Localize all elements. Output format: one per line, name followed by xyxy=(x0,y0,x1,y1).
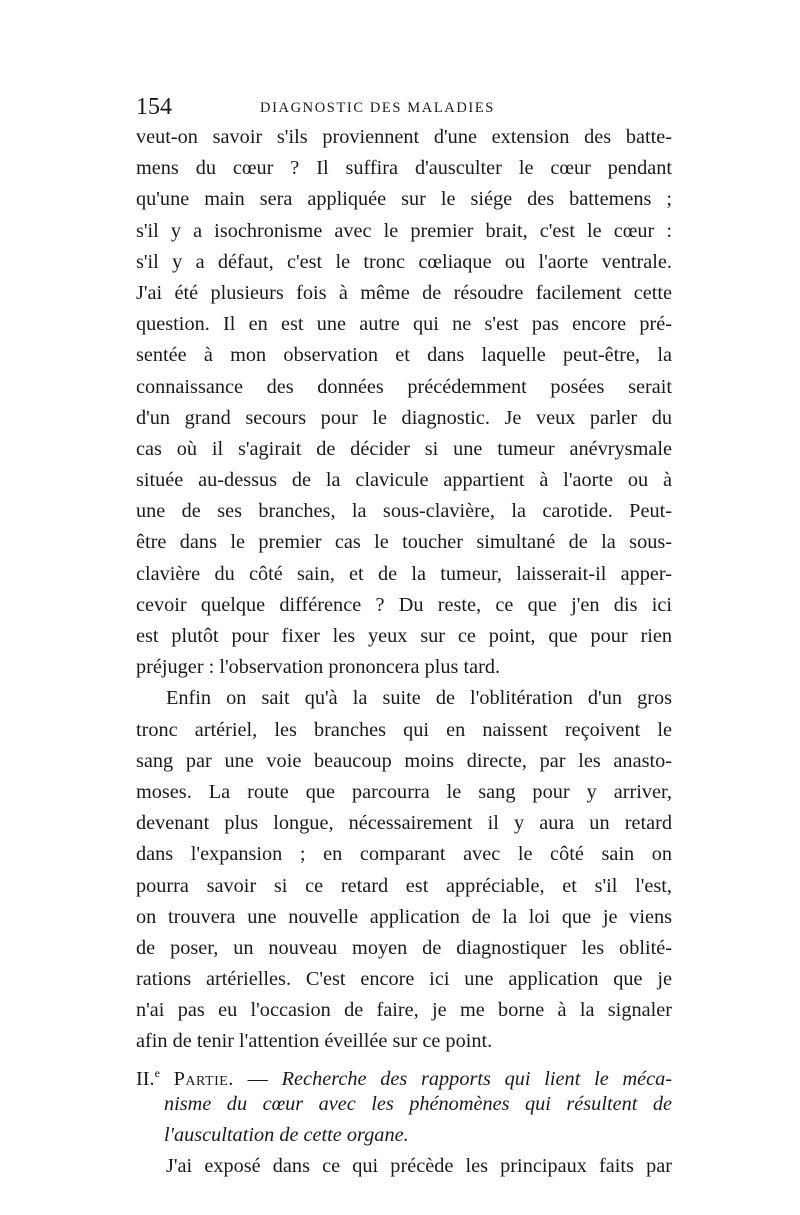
page-body xyxy=(136,122,672,1182)
text-line: cevoir quelque différence ? Du reste, ce que j'en dis ici xyxy=(136,593,672,616)
text-line: connaissance des données précédemment posées serait xyxy=(136,375,672,398)
text-line: s'il y a défaut, c'est le tronc cœliaque ou l'aorte ventrale. xyxy=(136,250,672,273)
text-line: sang par une voie beaucoup moins directe, par les anasto- xyxy=(136,749,672,772)
section-title-line: nisme du cœur avec les phénomènes qui résultent de xyxy=(164,1092,672,1115)
text-line: mens du cœur ? Il suffira d'ausculter le cœur pendant xyxy=(136,157,672,180)
final-text-line: J'ai exposé dans ce qui précède les principaux faits par xyxy=(166,1155,672,1178)
text-line: une de ses branches, la sous-clavière, la carotide. Peut- xyxy=(136,500,672,523)
section-dash: — xyxy=(247,1067,268,1090)
section-number: II. xyxy=(136,1067,155,1090)
text-line: qu'une main sera appliquée sur le siége des battemens ; xyxy=(136,188,672,211)
text-line: d'un grand secours pour le diagnostic. Je veux parler du xyxy=(136,406,672,429)
text-line: veut-on savoir s'ils proviennent d'une extension des batte- xyxy=(136,126,672,148)
text-line: J'ai été plusieurs fois à même de résoudre facilement cette xyxy=(136,281,672,304)
text-line: moses. La route que parcourra le sang pour y arriver, xyxy=(136,780,672,803)
text-line: clavière du côté sain, et de la tumeur, laisserait-il apper- xyxy=(136,562,672,585)
text-line: être dans le premier cas le toucher simultané de la sous- xyxy=(136,531,672,554)
section-superscript: e xyxy=(154,1065,160,1080)
text-line: préjuger : l'observation prononcera plus tard. xyxy=(136,656,501,679)
section-label: Partie. xyxy=(173,1067,234,1090)
text-line: dans l'expansion ; en comparant avec le côté sain on xyxy=(136,843,672,866)
section-heading-line-1 xyxy=(136,1058,672,1089)
text-line: sentée à mon observation et dans laquelle peut-être, la xyxy=(136,344,672,367)
text-line: tronc artériel, les branches qui en naissent reçoivent le xyxy=(136,718,672,741)
text-line: devenant plus longue, nécessairement il y aura un retard xyxy=(136,812,672,835)
text-line: Enfin on sait qu'à la suite de l'oblitération d'un gros xyxy=(166,687,672,710)
text-line: située au-dessus de la clavicule appartient à l'aorte ou à xyxy=(136,469,672,492)
page-number: 154 xyxy=(136,94,172,120)
text-line: afin de tenir l'attention éveillée sur ce point. xyxy=(136,1030,493,1053)
paragraph-1 xyxy=(136,122,672,683)
section-title-line: Recherche des rapports qui lient le méca- xyxy=(281,1067,672,1090)
text-line: de poser, un nouveau moyen de diagnostiquer les oblité- xyxy=(136,936,672,959)
text-line: s'il y a isochronisme avec le premier brait, c'est le cœur : xyxy=(136,219,672,242)
section-title-line: l'auscultation de cette organe. xyxy=(164,1124,409,1146)
text-line: on trouvera une nouvelle application de la loi que je viens xyxy=(136,905,672,928)
running-title: DIAGNOSTIC DES MALADIES xyxy=(260,100,495,116)
section-heading xyxy=(136,1058,672,1152)
text-line: est plutôt pour fixer les yeux sur ce point, que pour rien xyxy=(136,625,672,647)
text-line: rations artérielles. C'est encore ici une application que je xyxy=(136,968,672,991)
text-line: question. Il en est une autre qui ne s'est pas encore pré- xyxy=(136,313,672,336)
page-header xyxy=(136,92,672,122)
paragraph-2 xyxy=(136,683,672,1057)
text-line: cas où il s'agirait de décider si une tumeur anévrysmale xyxy=(136,437,672,460)
text-line: pourra savoir si ce retard est appréciable, et s'il l'est, xyxy=(136,874,672,897)
text-line: n'ai pas eu l'occasion de faire, je me borne à la signaler xyxy=(136,999,672,1022)
